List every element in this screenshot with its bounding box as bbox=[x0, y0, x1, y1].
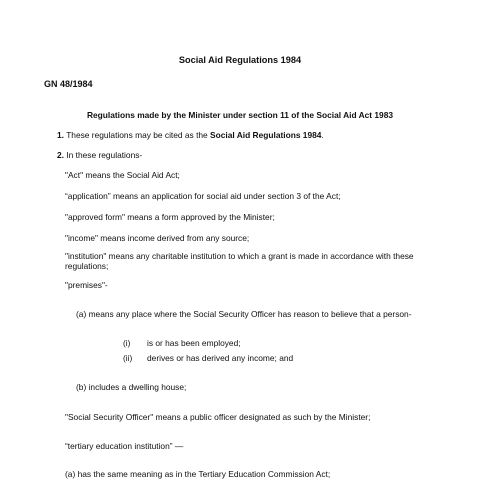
paragraph-1-text: These regulations may be cited as the bbox=[66, 130, 211, 140]
subitem-i-number: (i) bbox=[123, 338, 131, 348]
definition-institution: "institution" means any charitable institution to which a grant is made in accordance with these regulations; bbox=[65, 251, 414, 272]
gn-number: GN 48/1984 bbox=[44, 79, 93, 89]
paragraph-1-number: 1. bbox=[57, 130, 64, 140]
definition-premises: "premises"- bbox=[65, 280, 108, 290]
regulations-heading: Regulations made by the Minister under section 11 of the Social Aid Act 1983 bbox=[86, 110, 394, 120]
subitem-ii-text: derives or has derived any income; and bbox=[147, 353, 294, 363]
paragraph-2-text: In these regulations- bbox=[66, 150, 143, 160]
definition-premises-a-i bbox=[123, 338, 241, 348]
subitem-ii-number: (ii) bbox=[123, 353, 133, 363]
definition-act: "Act" means the Social Aid Act; bbox=[65, 170, 180, 180]
definition-tertiary-a: (a) has the same meaning as in the Tertiary Education Commission Act; bbox=[65, 469, 331, 479]
definition-social-security-officer: "Social Security Officer" means a public officer designated as such by the Minister; bbox=[65, 412, 371, 422]
paragraph-1 bbox=[57, 130, 324, 140]
definition-premises-b: (b) includes a dwelling house; bbox=[76, 382, 187, 392]
definition-approved-form: "approved form" means a form approved by the Minister; bbox=[65, 212, 275, 222]
paragraph-1-end: . bbox=[321, 130, 324, 140]
subitem-i-text: is or has been employed; bbox=[147, 338, 241, 348]
definition-tertiary-education-institution: “tertiary education institution” — bbox=[65, 441, 184, 451]
paragraph-1-cited-title: Social Aid Regulations 1984 bbox=[210, 130, 322, 140]
definition-premises-a: (a) means any place where the Social Security Officer has reason to believe that a person- bbox=[76, 309, 412, 319]
paragraph-2-number: 2. bbox=[57, 150, 64, 160]
definition-application: “application” means an application for social aid under section 3 of the Act; bbox=[65, 191, 341, 201]
definition-income: "income" means income derived from any source; bbox=[65, 233, 250, 243]
definition-premises-a-ii bbox=[123, 353, 293, 363]
paragraph-2 bbox=[57, 150, 142, 160]
document-title: Social Aid Regulations 1984 bbox=[178, 55, 302, 65]
